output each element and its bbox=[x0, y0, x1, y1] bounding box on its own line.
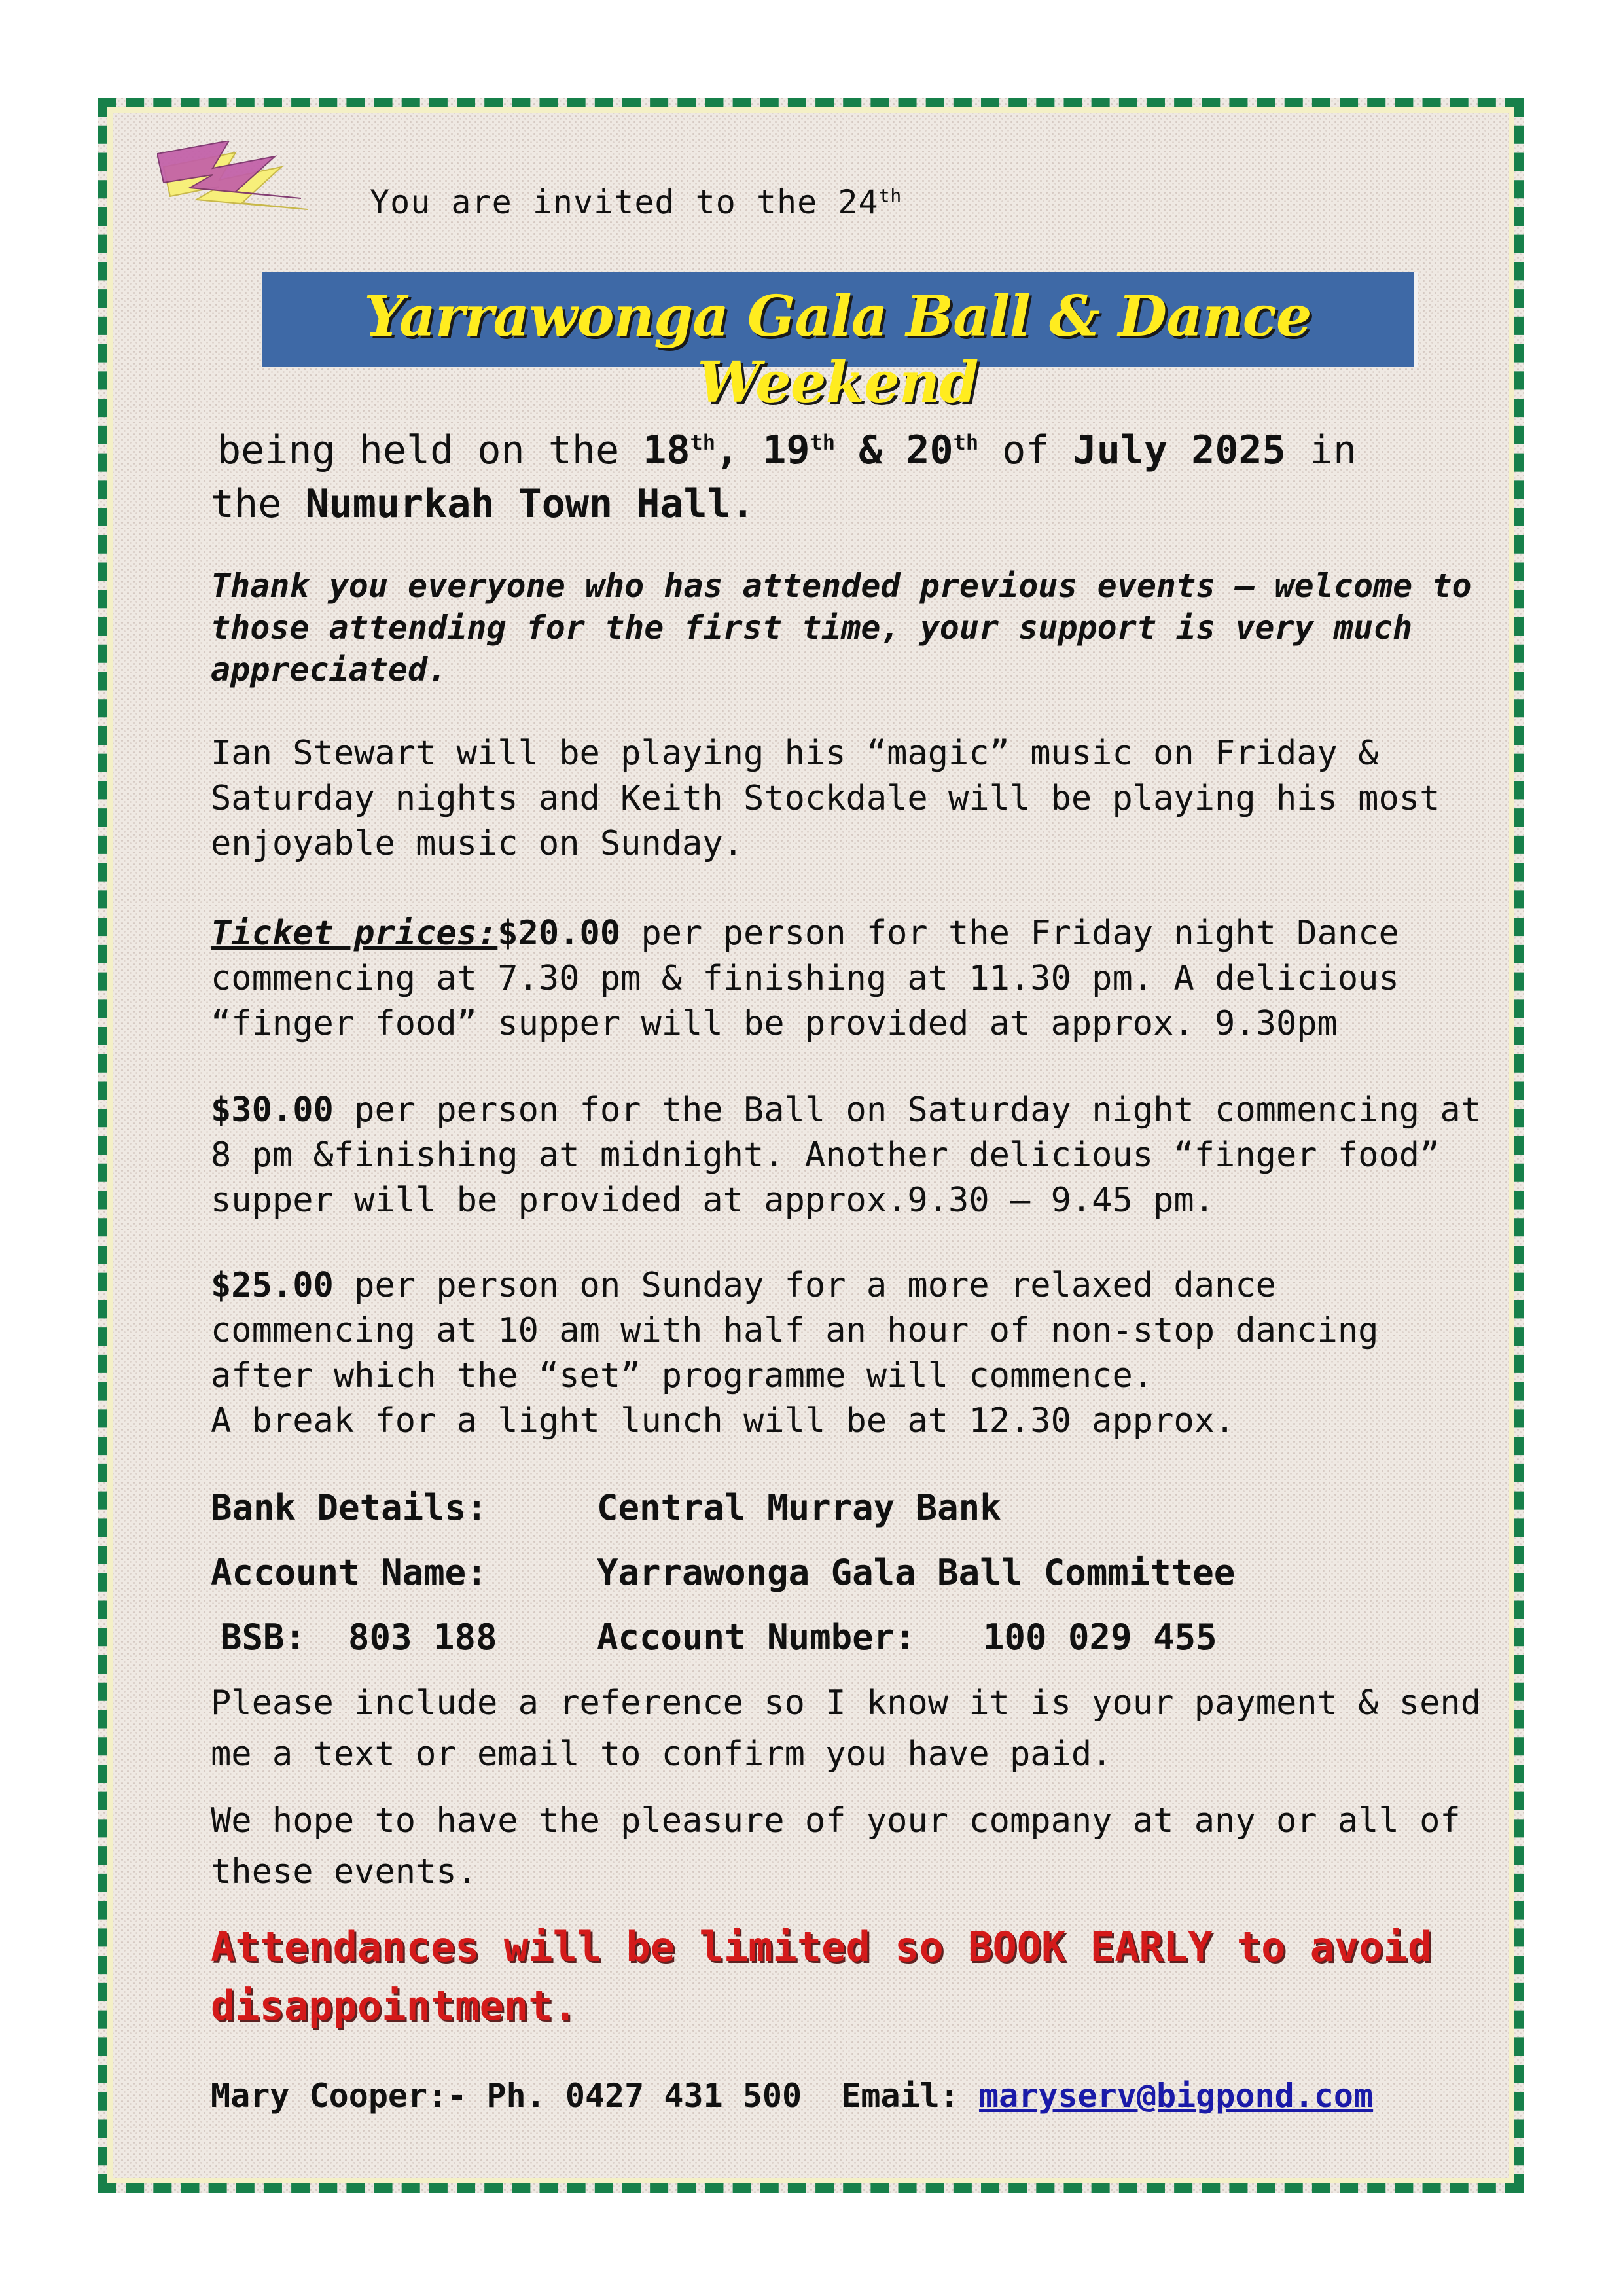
lightning-bolt-icon bbox=[157, 141, 321, 239]
email-link[interactable]: maryserv@bigpond.com bbox=[979, 2077, 1374, 2115]
account-name-label: Account Name: bbox=[211, 1552, 488, 1593]
title-banner bbox=[262, 272, 1418, 416]
sunday-ticket-paragraph: $25.00 per person on Sunday for a more relaxed dance commencing at 10 am with half an hour of non-stop dancing after which the “set” programme will commence. A break for a light lunch will be at 12.30 approx. bbox=[211, 1266, 1379, 1441]
account-number-value: 100 029 455 bbox=[983, 1617, 1217, 1658]
thanks-paragraph: Thank you everyone who has attended previous events – welcome to those attending for the first time, your support is very much appreciated. bbox=[211, 567, 1472, 689]
booking-warning: Attendances will be limited so BOOK EARLY to avoid disappointment. bbox=[211, 1923, 1433, 2030]
bank-details-value: Central Murray Bank bbox=[597, 1487, 1001, 1528]
hope-note: We hope to have the pleasure of your company at any or all of these events. bbox=[211, 1801, 1461, 1892]
account-name-value: Yarrawonga Gala Ball Committee bbox=[597, 1552, 1236, 1593]
reference-note: Please include a reference so I know it is your payment & send me a text or email to confirm you have paid. bbox=[211, 1683, 1482, 1774]
bank-details-label: Bank Details: bbox=[211, 1487, 488, 1528]
invite-line: You are invited to the 24th bbox=[370, 183, 902, 221]
contact-line: Mary Cooper:- Ph. 0427 431 500 Email: maryserv@bigpond.com bbox=[211, 2077, 1374, 2115]
music-paragraph: Ian Stewart will be playing his “magic” music on Friday & Saturday nights and Keith Stockdale will be playing his most enjoyable music on Sunday. bbox=[211, 734, 1440, 863]
intro-paragraph: being held on the 18th, 19th & 20th of July 2025 in the Numurkah Town Hall. bbox=[211, 427, 1357, 527]
ticket-prices-label: Ticket prices: bbox=[211, 914, 498, 953]
bsb-label: BSB: bbox=[221, 1617, 306, 1658]
bsb-value: 803 188 bbox=[348, 1617, 497, 1658]
saturday-ticket-paragraph: $30.00 per person for the Ball on Saturday night commencing at 8 pm &finishing at midnight. Another delicious “finger food” supper will be provided at approx.9.30 – 9.45 pm. bbox=[211, 1090, 1482, 1220]
account-number-label: Account Number: bbox=[597, 1617, 916, 1658]
banner-title: Yarrawonga Gala Ball & Dance Weekend bbox=[364, 283, 1311, 416]
friday-ticket-paragraph: Ticket prices:$20.00 per person for the Friday night Dance commencing at 7.30 pm & finishing at 11.30 pm. A delicious “finger food” supper will be provided at approx. 9.30pm bbox=[211, 914, 1399, 1043]
